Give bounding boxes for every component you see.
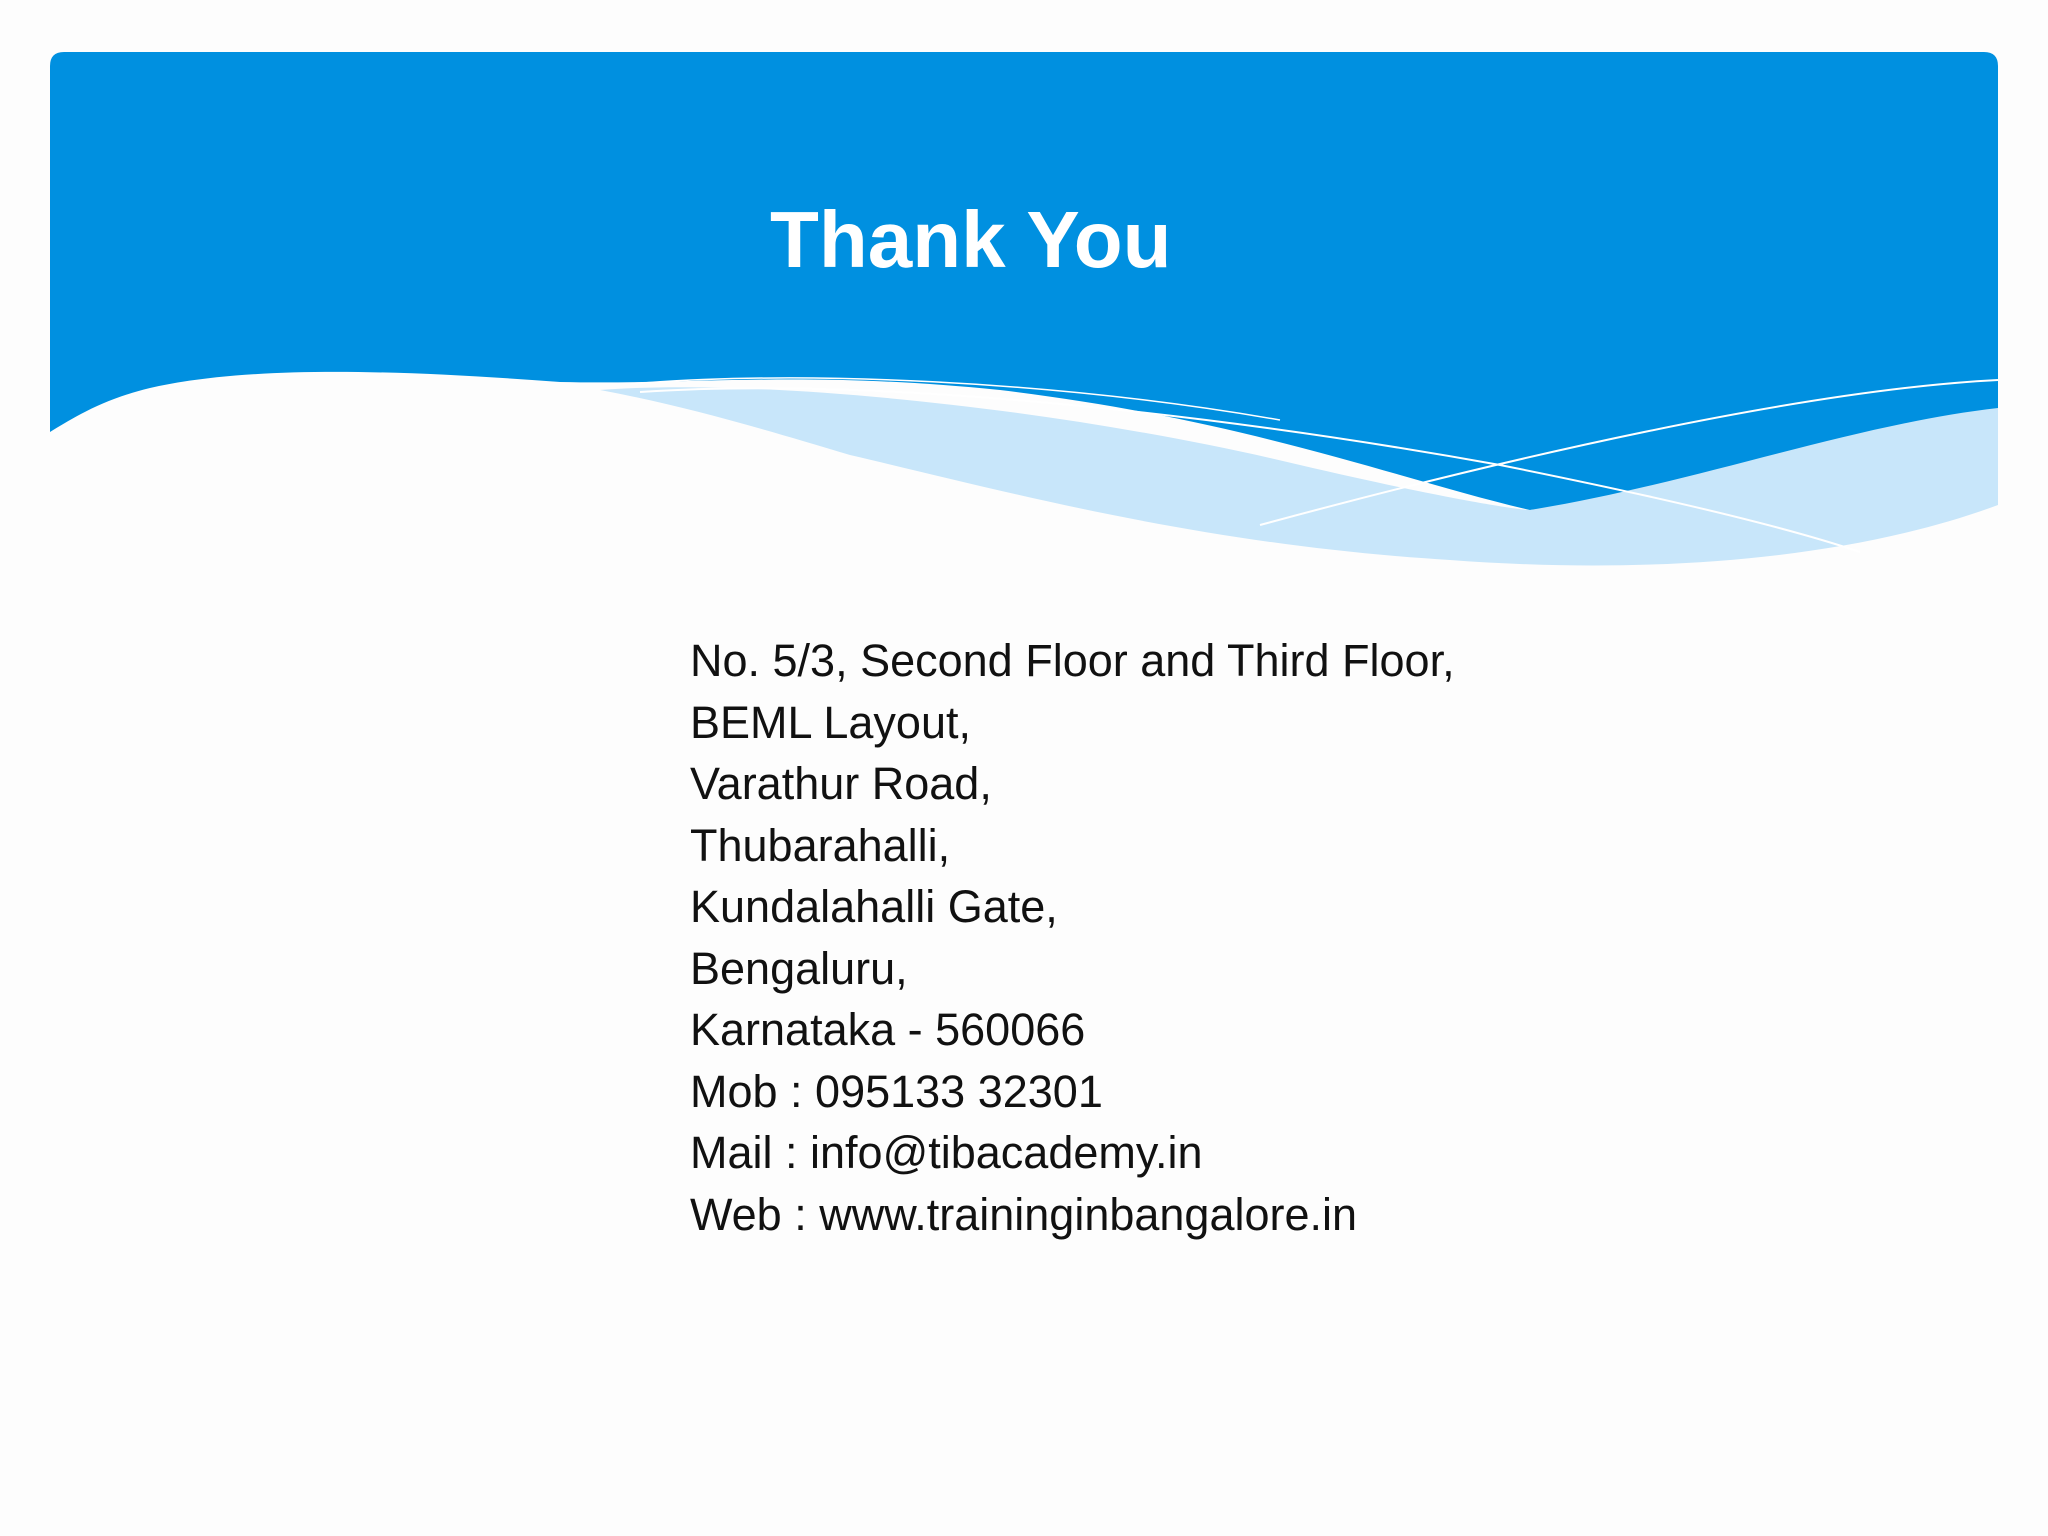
contact-line-email: Mail : info@tibacademy.in [690,1127,1203,1178]
slide-title: Thank You [770,195,1172,284]
contact-line-address-5: Kundalahalli Gate, [690,881,1058,932]
contact-line-address-4: Thubarahalli, [690,819,951,871]
contact-line-address-1: No. 5/3, Second Floor and Third Floor, [690,635,1455,686]
contact-line-city: Bengaluru, [690,942,908,994]
header-wave-banner [0,0,2048,600]
contact-line-address-3: Varathur Road, [690,758,992,809]
contact-line-phone: Mob : 095133 32301 [690,1065,1103,1117]
contact-details [690,630,1455,1245]
contact-line-website: Web : www.traininginbangalore.in [690,1188,1358,1240]
contact-line-address-2: BEML Layout, [690,696,971,748]
contact-line-state: Karnataka - 560066 [690,1004,1086,1055]
